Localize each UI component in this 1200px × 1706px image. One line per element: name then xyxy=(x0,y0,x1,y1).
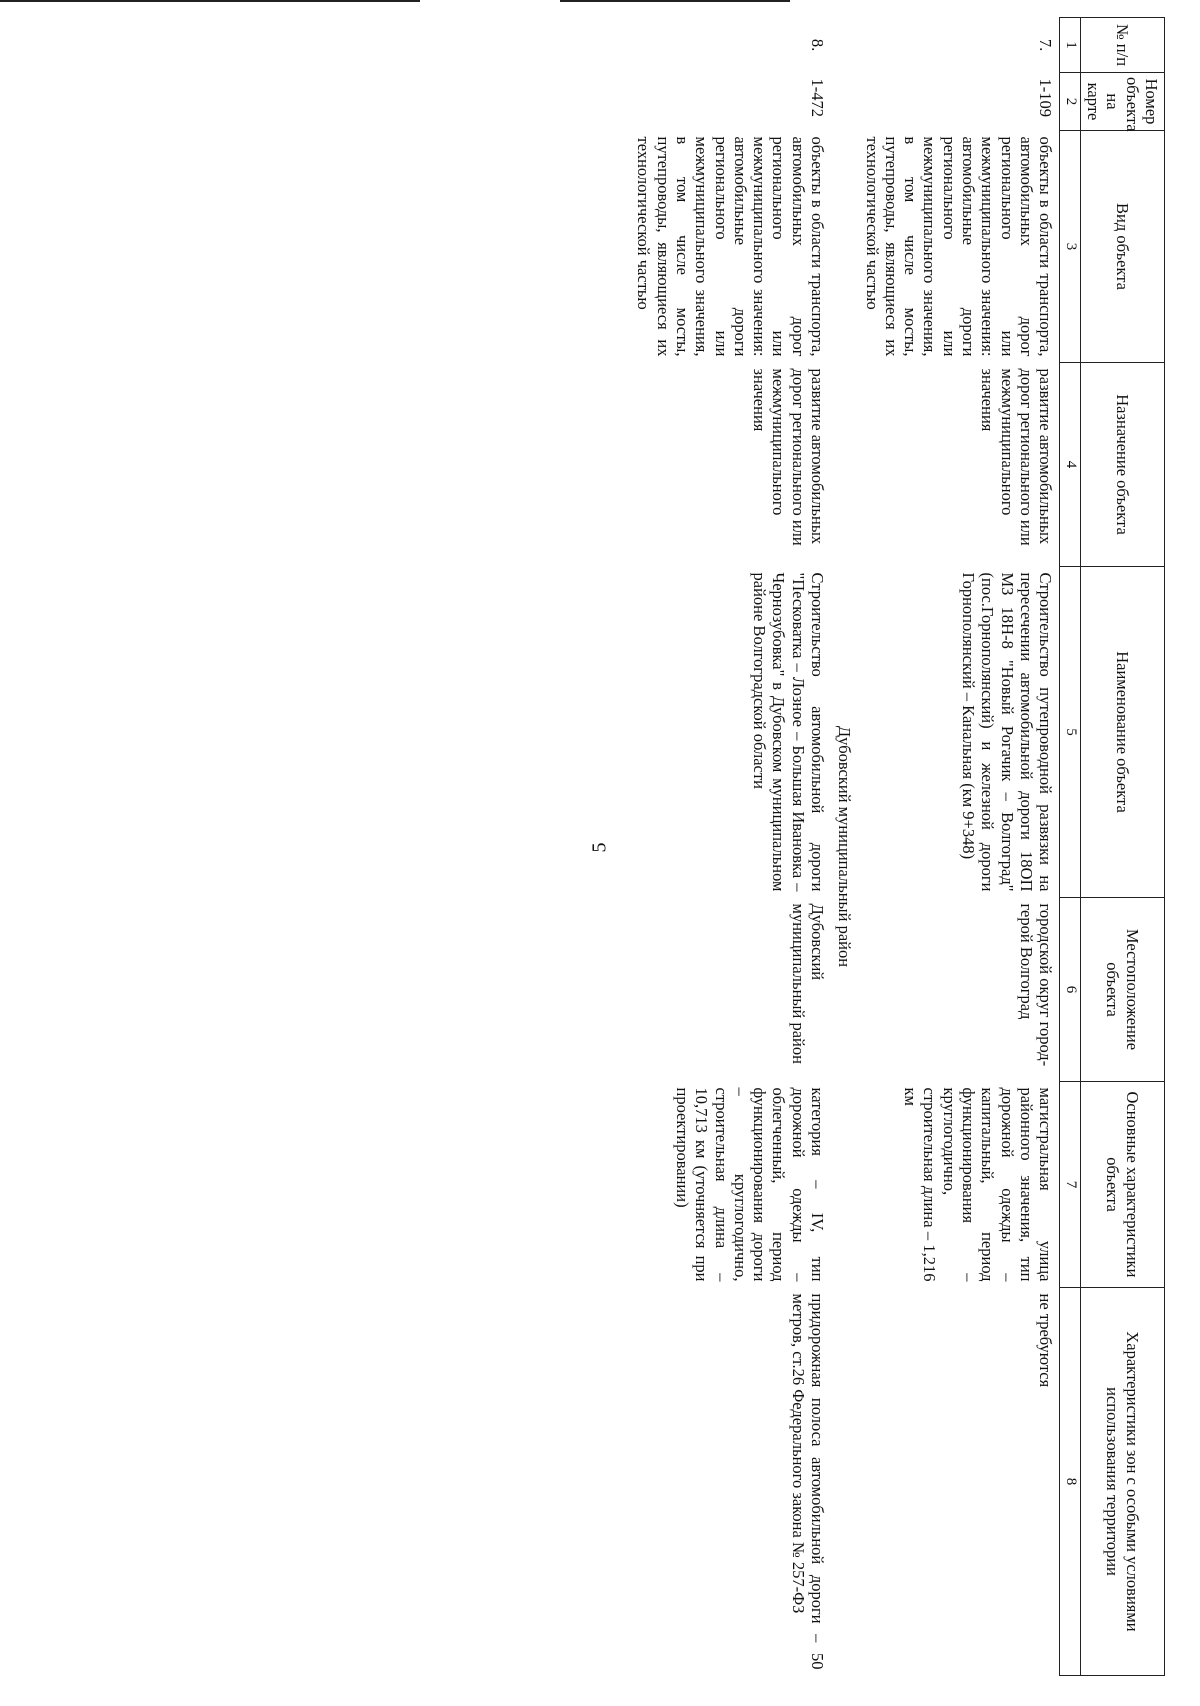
cell-location: городской округ город-герой Волгоград xyxy=(1016,903,1056,1067)
column-number: 4 xyxy=(1060,363,1081,567)
header-cell-characteristics: Основные характеристики объекта xyxy=(1080,1082,1164,1288)
cell-purpose: развитие автомобильных дорог регионального или межмуниципального значения xyxy=(750,368,827,546)
column-number: 8 xyxy=(1060,1288,1081,1676)
cell-no: 7. xyxy=(1036,38,1056,52)
cell-characteristics: категория – IV, тип дорожной одежды – облегченный, период функционирования дороги – круглогодично, строительная длина – 10,713 км (уточняется при проектировании) xyxy=(672,1087,827,1282)
column-number: 1 xyxy=(1060,18,1081,73)
column-number: 6 xyxy=(1060,898,1081,1082)
cell-map-no: 1-109 xyxy=(1036,78,1056,117)
cell-zones: не требуются xyxy=(1036,1293,1056,1388)
column-number: 7 xyxy=(1060,1082,1081,1288)
column-number: 3 xyxy=(1060,131,1081,363)
section-row xyxy=(831,18,858,1676)
header-cell-no: № п/п xyxy=(1080,18,1164,73)
section-title: Дубовский муниципальный район xyxy=(835,725,855,968)
cell-no: 8. xyxy=(808,38,827,52)
cell-zones: придорожная полоса автомобильной дороги – 50 метров, ст.26 Федерального закона № 257-ФЗ xyxy=(788,1293,827,1670)
cell-kind: объекты в области транспорта, автомобильных дорог регионального или межмуниципального значения: автомобильные дороги регионального или межмуниципального значения, в том числе мосты, путепроводы, являющиеся их технологической частью xyxy=(862,136,1056,357)
column-number: 5 xyxy=(1060,567,1081,898)
cell-location: Дубовский муниципальный район xyxy=(788,903,827,1064)
header-cell-zones: Характеристики зон с особыми условиями использования территории xyxy=(1080,1288,1164,1676)
rotated-page xyxy=(90,0,1200,1690)
header-cell-purpose: Назначение объекта xyxy=(1080,363,1164,567)
cell-purpose: развитие автомобильных дорог регионального или межмуниципального значения xyxy=(978,368,1056,546)
objects-table xyxy=(630,17,1165,1676)
header-cell-map-no: Номер объекта на карте xyxy=(1080,73,1164,131)
table-row xyxy=(630,18,831,1676)
table-header xyxy=(1060,18,1165,1676)
header-cell-name: Наименование объекта xyxy=(1080,567,1164,898)
header-cell-kind: Вид объекта xyxy=(1080,131,1164,363)
cell-kind: объекты в области транспорта, автомобильных дорог регионального или межмуниципального значения: автомобильные дороги регионального или межмуниципального значения, в том числе мосты, путепроводы, являющиеся их технологической частью xyxy=(634,136,827,357)
header-cell-location: Местоположение объекта xyxy=(1080,898,1164,1082)
page-number: 5 xyxy=(588,842,611,853)
cell-name: Строительство путепроводной развязки на пересечении автомобильной дороги 18ОП МЗ 18Н-8 "Новый Рогачик – Волгоград" (пос.Горнополянский) и железной дороги Горнополянский – Канальная (км 9+348) xyxy=(959,572,1056,892)
cell-characteristics: магистральная улица районного значения, тип дорожной одежды – капитальный, период функционирования – круглогодично, строительная длина – 1,216 км xyxy=(901,1087,1056,1282)
column-number: 2 xyxy=(1060,73,1081,131)
cell-map-no: 1-472 xyxy=(808,78,827,117)
table-row xyxy=(858,18,1059,1676)
cell-name: Строительство автомобильной дороги "Песковатка – Лозное – Большая Ивановка – Чернозубовка" в Дубовском муниципальном районе Волгоградской области xyxy=(750,572,827,892)
